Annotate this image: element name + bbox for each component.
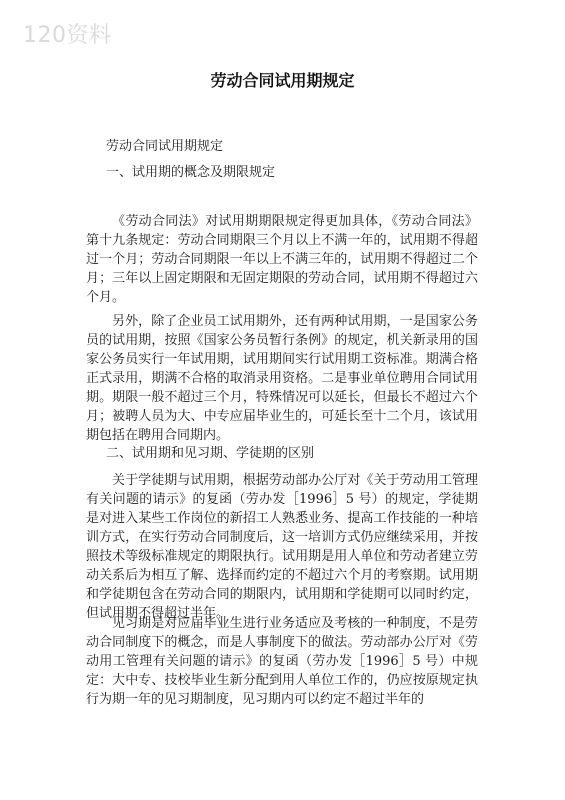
paragraph-2: 另外，除了企业员工试用期外，还有两种试用期，一是国家公务员的试用期，按照《国家公务员暂行条例》的规定，机关新录用的国家公务员实行一年试用期，试用期间实行试用期工资标准。期满合格正式录用，期满不合格的取消录用资格。二是事业单位聘用合同试用期。期限一般不超过三个月，特殊情况可以延长，但最长不超过六个月；被聘人员为大、中专应届毕业生的，可延长至十二个月，该试用期包括在聘用合同期内。 bbox=[86, 314, 478, 443]
document-subtitle: 劳动合同试用期规定 bbox=[106, 139, 224, 154]
section-heading-1: 一、试用期的概念及期限规定 bbox=[106, 165, 276, 180]
watermark-logo: 120资料 bbox=[23, 23, 112, 48]
paragraph-1: 《劳动合同法》对试用期期限规定得更加具体，《劳动合同法》第十九条规定：劳动合同期限三个月以上不满一年的，试用期不得超过一个月；劳动合同期限一年以上不满三年的，试用期不得超过二个月；三年以上固定期限和无固定期限的劳动合同，试用期不得超过六个月。 bbox=[86, 214, 478, 305]
paragraph-4: 见习期是对应届毕业生进行业务适应及考核的一种制度，不是劳动合同制度下的概念，而是人事制度下的做法。劳动部办公厅对《劳动用工管理有关问题的请示》的复函（劳办发［1996］5 号）中规定：大中专、技校毕业生新分配到用人单位工作的，仍应按原规定执行为期一年的见习期制度，见习期内可以约定不超过半年的 bbox=[86, 616, 478, 707]
section-heading-2: 二、试用期和见习期、学徒期的区别 bbox=[106, 446, 315, 461]
paragraph-3: 关于学徒期与试用期，根据劳动部办公厅对《关于劳动用工管理有关问题的请示》的复函（劳办发［1996］5 号）的规定，学徒期是对进入某些工作岗位的新招工人熟悉业务、提高工作技能的一种培训方式，在实行劳动合同制度后，这一培训方式仍应继续采用，并按照技术等级标准规定的期限执行。试用期是用人单位和劳动者建立劳动关系后为相互了解、选择而约定的不超过六个月的考察期。试用期和学徒期包含在劳动合同的期限内，试用期和学徒期可以同时约定，但试用期不得超过半年。 bbox=[86, 473, 478, 621]
document-title: 劳动合同试用期规定 bbox=[210, 71, 355, 90]
